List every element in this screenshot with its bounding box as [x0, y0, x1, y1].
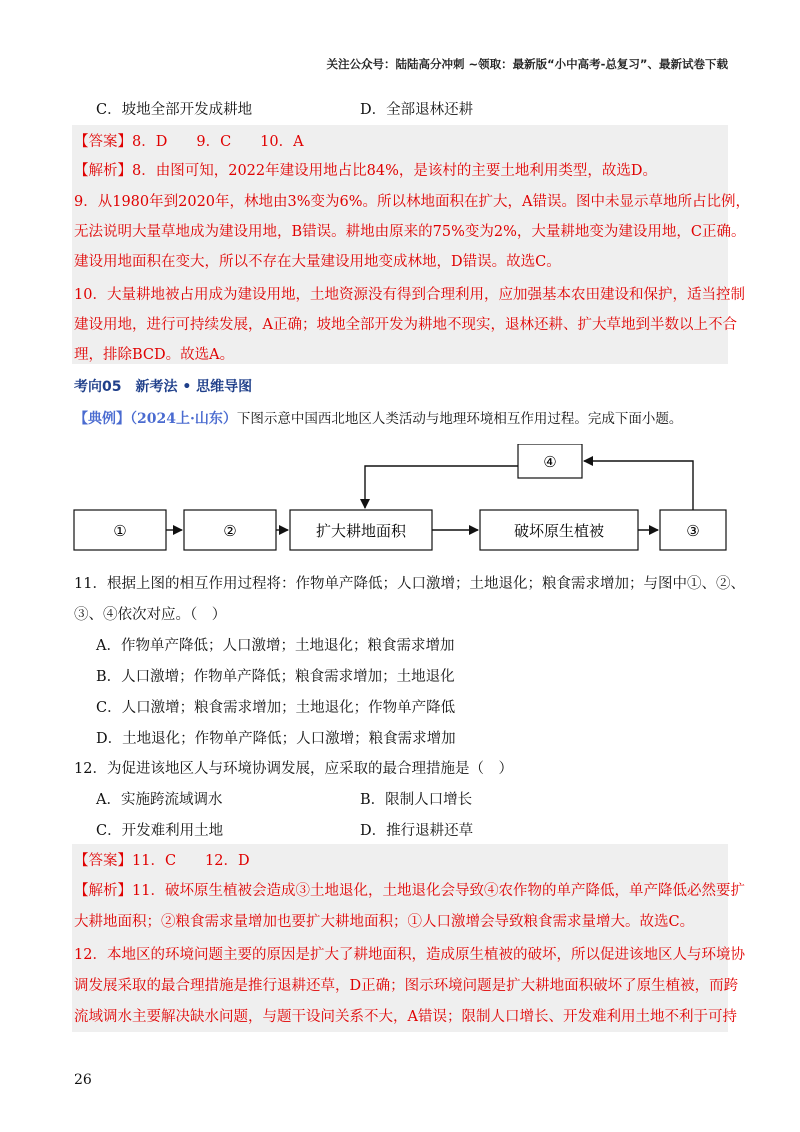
analysis-2-line-3: 12．本地区的环境问题主要的原因是扩大了耕地面积，造成原生植被的破坏，所以促进该地区人与环境协 — [74, 947, 745, 963]
diagram-box-3-label: 扩大耕地面积 — [315, 522, 407, 540]
q11-option-d: D．土地退化；作物单产降低；人口激增；粮食需求增加 — [96, 731, 456, 747]
answer-1 — [74, 130, 304, 151]
diagram-box-2-label: ② — [223, 522, 237, 540]
example-text: 下图示意中国西北地区人类活动与地理环境相互作用过程。完成下面小题。 — [236, 411, 683, 427]
diagram-box-1-label: ① — [113, 522, 127, 540]
answer-2 — [74, 849, 250, 870]
analysis-2-line-1: 【解析】11．破坏原生植被会造成③土地退化，土地退化会导致④农作物的单产降低，单产降低必然要扩 — [74, 883, 745, 899]
q12-option-b: B．限制人口增长 — [360, 792, 473, 808]
analysis-1-label: 【解析】 — [74, 163, 132, 179]
analysis-2-line-2: 大耕地面积；②粮食需求量增加也要扩大耕地面积；①人口激增会导致粮食需求量增大。故选C。 — [74, 914, 695, 930]
analysis-2-label: 【解析】 — [74, 883, 132, 899]
answer-1-text: 8．D 9．C 10．A — [132, 134, 304, 150]
answer-block-2 — [72, 844, 728, 1032]
analysis-1-line-6: 建设用地，进行可持续发展，A正确；坡地全部开发为耕地不现实，退林还耕、扩大草地到半数以上不合 — [74, 317, 737, 333]
q11-option-c: C．人口激增；粮食需求增加；土地退化；作物单产降低 — [96, 700, 456, 716]
q11-stem-line-1: 11．根据上图的相互作用过程将：作物单产降低；人口激增；土地退化；粮食需求增加；与图中①、②、 — [74, 576, 745, 592]
q12-stem: 12．为促进该地区人与环境协调发展，应采取的最合理措施是（ ） — [74, 761, 513, 777]
analysis-1-line-5: 10．大量耕地被占用成为建设用地，土地资源没有得到合理利用，应加强基本农田建设和保护，适当控制 — [74, 287, 745, 303]
analysis-1-line-2: 9．从1980年到2020年，林地由3%变为6%。所以林地面积在扩大，A错误。图中未显示草地所占比例， — [74, 194, 751, 210]
page-header: 关注公众号：陆陆高分冲刺 ~领取：最新版“小中高考-总复习”、最新试卷下载 — [326, 57, 728, 71]
arrow-5-to-6 — [584, 461, 693, 510]
q12-option-d: D．推行退耕还草 — [360, 823, 474, 839]
answer-2-text: 11．C 12．D — [132, 853, 250, 869]
answer-2-label: 【答案】 — [74, 853, 132, 869]
arrow-6-to-3 — [365, 466, 518, 508]
q11-option-a: A．作物单产降低；人口激增；土地退化；粮食需求增加 — [96, 638, 455, 654]
analysis-1-line-1: 【解析】8．由图可知，2022年建设用地占比84%，是该村的主要土地利用类型，故选D。 — [74, 163, 657, 179]
q11-option-b: B．人口激增；作物单产降低；粮食需求增加；土地退化 — [96, 669, 455, 685]
analysis-2-line-5: 流域调水主要解决缺水问题，与题干设问关系不大，A错误；限制人口增长、开发难利用土地不利于可持 — [74, 1009, 737, 1025]
example-intro — [74, 407, 682, 428]
page-number: 26 — [74, 1072, 92, 1088]
q10-option-d: D．全部退林还耕 — [360, 102, 474, 118]
analysis-2-line-4: 调发展采取的最合理措施是推行退耕还草，D正确；图示环境问题是扩大耕地面积破坏了原生植被，而跨 — [74, 978, 739, 994]
analysis-1-line-4: 建设用地面积在变大，所以不存在大量建设用地变成林地，D错误。故选C。 — [74, 254, 561, 270]
q11-stem-line-2: ③、④依次对应。（ ） — [74, 607, 227, 623]
diagram-box-6-label: ④ — [543, 453, 557, 471]
q12-option-a: A．实施跨流域调水 — [96, 792, 223, 808]
answer-1-label: 【答案】 — [74, 134, 132, 150]
example-tag: 【典例】 — [74, 411, 130, 427]
q12-option-c: C．开发难利用土地 — [96, 823, 224, 839]
diagram-box-5-label: ③ — [686, 522, 700, 540]
topic-heading: 考向05 新考法 • 思维导图 — [74, 379, 253, 395]
q10-option-c: C．坡地全部开发成耕地 — [96, 102, 253, 118]
analysis-1-line-7: 理，排除BCD。故选A。 — [74, 347, 235, 363]
example-source: （2024上·山东） — [130, 411, 237, 427]
diagram-box-4-label: 破坏原生植被 — [513, 522, 605, 540]
flow-diagram — [70, 444, 730, 556]
analysis-1-line-3: 无法说明大量草地成为建设用地，B错误。耕地由原来的75%变为2%，大量耕地变为建设用地，C正确。 — [74, 224, 746, 240]
